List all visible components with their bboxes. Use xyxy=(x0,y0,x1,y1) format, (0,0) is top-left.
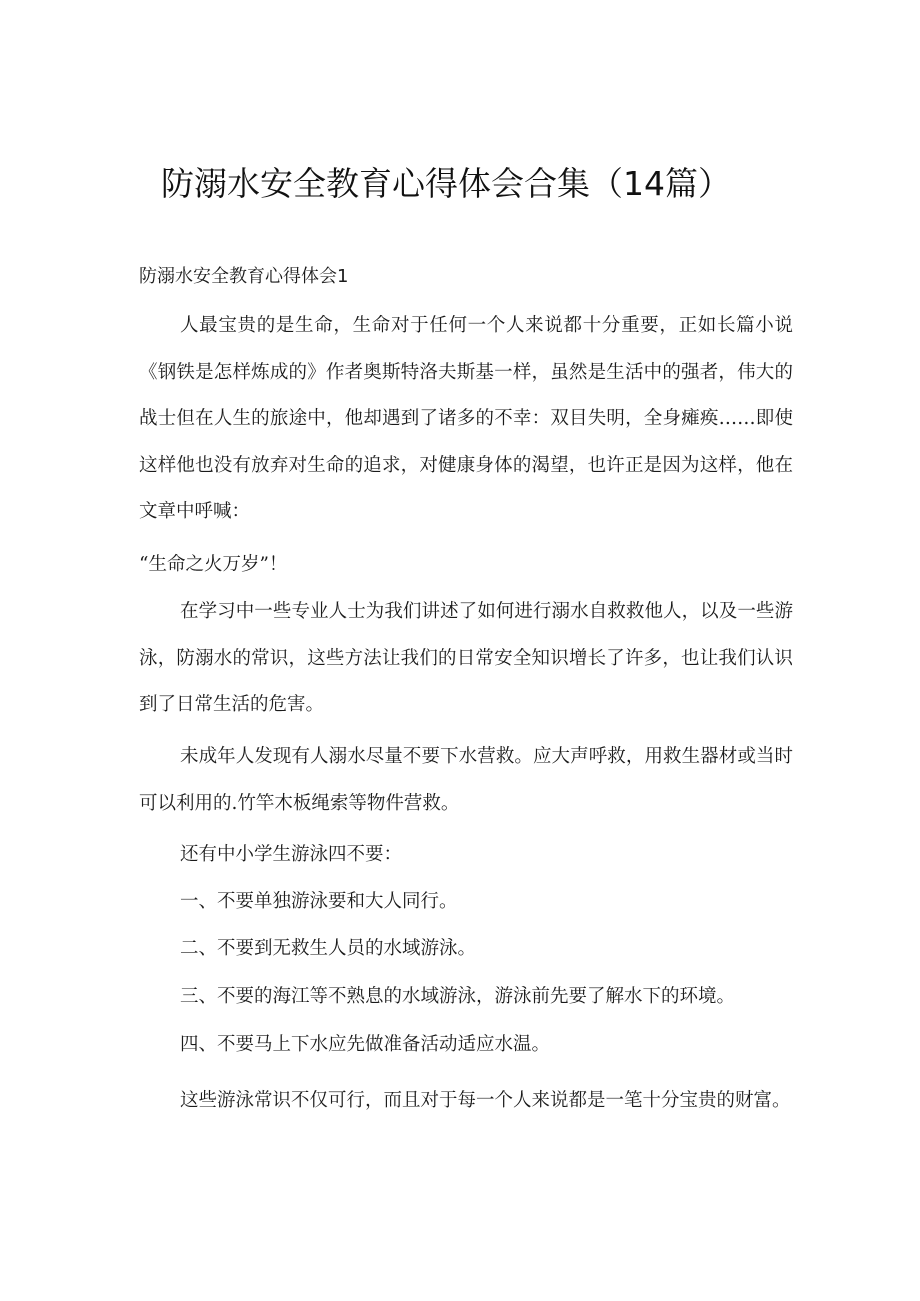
paragraph-3: 未成年人发现有人溺水尽量不要下水营救。应大声呼救，用救生器材或当时可以利用的.竹竿木板绳索等物件营救。 xyxy=(139,746,793,814)
rule-item-3: 三、不要的海江等不熟息的水域游泳，游泳前先要了解水下的环境。 xyxy=(180,986,736,1007)
quote-line: “生命之火万岁”！ xyxy=(139,554,288,575)
document-title: 防溺水安全教育心得体会合集（14篇） xyxy=(161,164,731,203)
paragraph-2: 在学习中一些专业人士为我们讲述了如何进行溺水自救救他人，以及一些游泳，防溺水的常识，这些方法让我们的日常安全知识增长了许多，也让我们认识到了日常生活的危害。 xyxy=(139,601,793,715)
rule-item-1: 一、不要单独游泳要和大人同行。 xyxy=(180,891,458,912)
paragraph-4: 这些游泳常识不仅可行，而且对于每一个人来说都是一笔十分宝贵的财富。 xyxy=(180,1090,791,1111)
section-heading: 防溺水安全教育心得体会1 xyxy=(139,266,349,287)
rule-item-2: 二、不要到无救生人员的水域游泳。 xyxy=(180,938,477,959)
rule-item-4: 四、不要马上下水应先做准备活动适应水温。 xyxy=(180,1034,551,1055)
paragraph-1: 人最宝贵的是生命，生命对于任何一个人来说都十分重要，正如长篇小说《钢铁是怎样炼成的》作者奥斯特洛夫斯基一样，虽然是生活中的强者，伟大的战士但在人生的旅途中，他却遇到了诸多的不幸：双目失明，全身瘫痪……即使这样他也没有放弃对生命的追求，对健康身体的渴望，也许正是因为这样，他在文章中呼喊： xyxy=(139,315,793,522)
rules-intro: 还有中小学生游泳四不要： xyxy=(180,844,403,865)
